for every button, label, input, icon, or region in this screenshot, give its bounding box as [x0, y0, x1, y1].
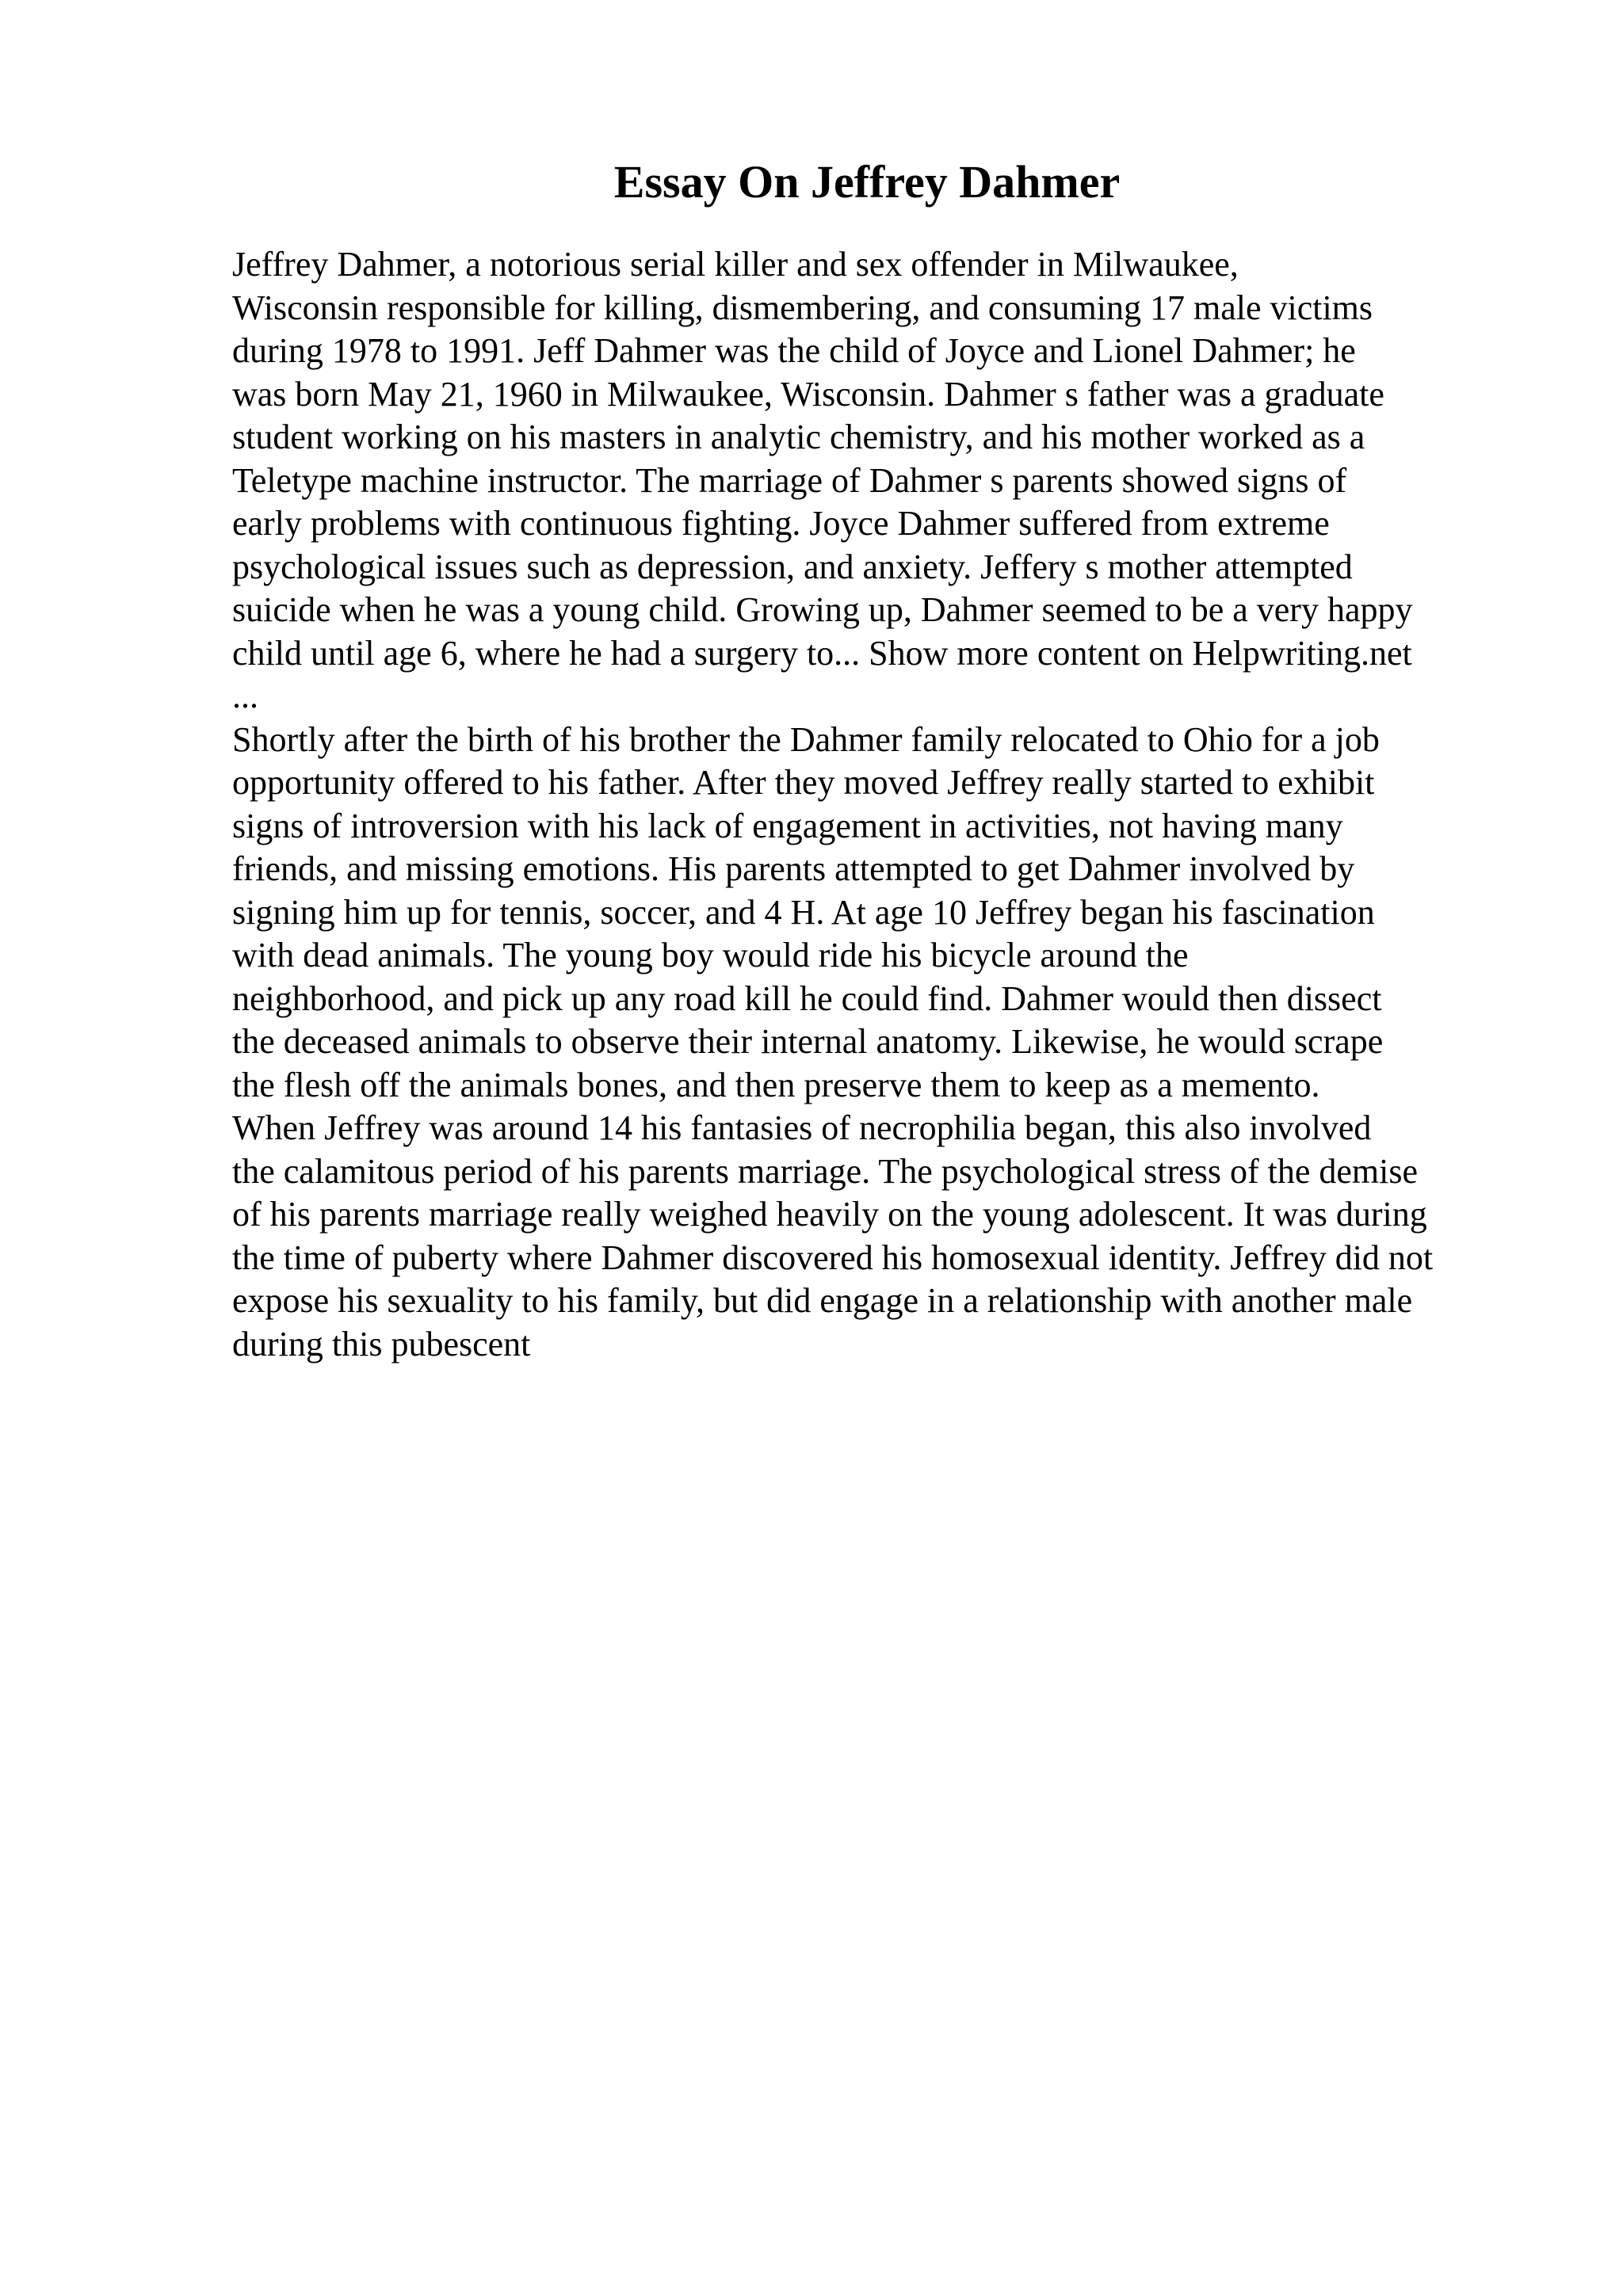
- text-line: suicide when he was a young child. Growing up, Dahmer seemed to be a very happy: [232, 590, 1413, 629]
- text-line: the calamitous period of his parents marriage. The psychological stress of the demise: [232, 1151, 1418, 1191]
- text-line: during this pubescent: [232, 1324, 531, 1363]
- text-line: Jeffrey Dahmer, a notorious serial killer and sex offender in Milwaukee,: [232, 245, 1239, 284]
- text-line: signing him up for tennis, soccer, and 4 H. At age 10 Jeffrey began his fascination: [232, 892, 1375, 932]
- text-line: early problems with continuous fighting. Joyce Dahmer suffered from extreme: [232, 504, 1330, 543]
- text-line: opportunity offered to his father. After they moved Jeffrey really started to exhibit: [232, 763, 1375, 802]
- text-line: was born May 21, 1960 in Milwaukee, Wisconsin. Dahmer s father was a graduate: [232, 374, 1384, 414]
- text-line: signs of introversion with his lack of engagement in activities, not having many: [232, 806, 1343, 845]
- text-line: the time of puberty where Dahmer discovered his homosexual identity. Jeffrey did not: [232, 1238, 1434, 1277]
- text-line: during 1978 to 1991. Jeff Dahmer was the child of Joyce and Lionel Dahmer; he: [232, 331, 1356, 370]
- document-title: Essay On Jeffrey Dahmer: [613, 156, 1121, 208]
- text-line: friends, and missing emotions. His parents attempted to get Dahmer involved by: [232, 849, 1355, 888]
- text-line: with dead animals. The young boy would ride his bicycle around the: [232, 936, 1189, 974]
- text-line: When Jeffrey was around 14 his fantasies of necrophilia began, this also involved: [232, 1108, 1372, 1147]
- text-line: Shortly after the birth of his brother the Dahmer family relocated to Ohio for a job: [232, 719, 1380, 759]
- text-line: expose his sexuality to his family, but did engage in a relationship with another male: [232, 1281, 1413, 1320]
- text-line: student working on his masters in analytic chemistry, and his mother worked as a: [232, 418, 1365, 456]
- text-line: of his parents marriage really weighed heavily on the young adolescent. It was during: [232, 1195, 1427, 1234]
- text-line: Teletype machine instructor. The marriage of Dahmer s parents showed signs of: [232, 460, 1347, 500]
- text-line: Wisconsin responsible for killing, dismembering, and consuming 17 male victims: [232, 288, 1373, 327]
- text-line: child until age 6, where he had a surgery to... Show more content on Helpwriting.net: [232, 633, 1412, 673]
- text-line: the flesh off the animals bones, and then preserve them to keep as a memento.: [232, 1065, 1320, 1104]
- text-line: neighborhood, and pick up any road kill he could find. Dahmer would then dissect: [232, 978, 1382, 1018]
- document-body: [232, 243, 1579, 1366]
- text-line: the deceased animals to observe their internal anatomy. Likewise, he would scrape: [232, 1022, 1384, 1061]
- text-line: psychological issues such as depression, and anxiety. Jeffery s mother attempted: [232, 547, 1353, 586]
- text-line: ...: [232, 677, 258, 715]
